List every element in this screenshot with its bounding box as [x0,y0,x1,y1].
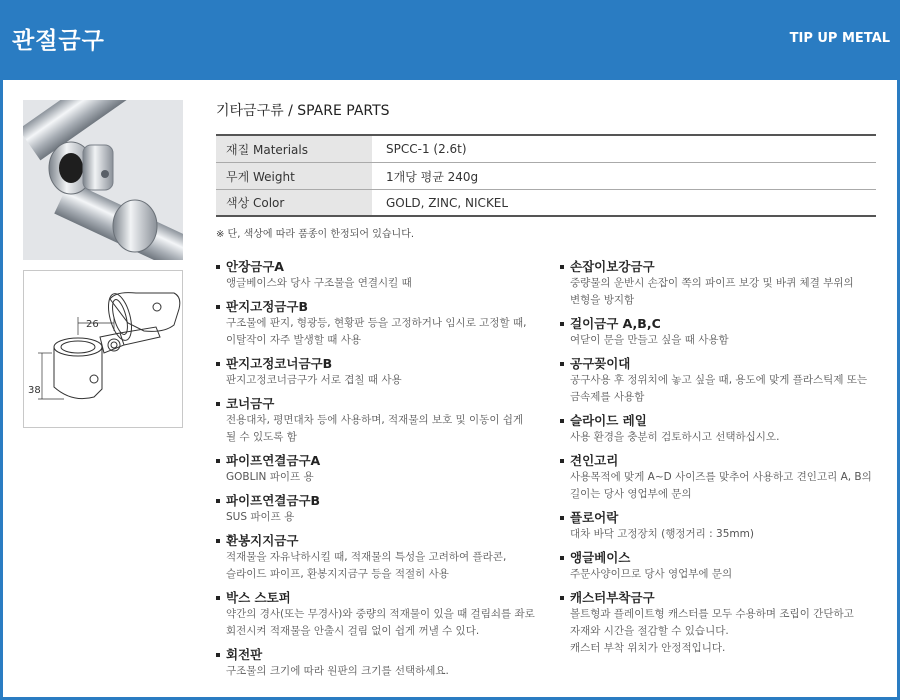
list-item [216,298,546,349]
spec-label: 색상 Color [216,190,372,215]
parts-list-right [560,258,890,663]
item-desc: 전용대차, 평면대차 등에 사용하며, 적재물의 보호 및 이동이 쉽게 될 수 있도록 함 [226,414,524,443]
item-desc: 앵글베이스와 당사 구조물을 연결시킬 때 [226,277,412,289]
bullet-icon [216,402,220,406]
item-desc: SUS 파이프 용 [226,511,295,523]
item-title: 플로어락 [570,510,619,525]
item-title: 판지고정금구B [226,299,308,314]
bullet-icon [216,596,220,600]
technical-drawing [23,270,183,428]
joint-photo-illustration [23,100,183,260]
item-title: 파이프연결금구A [226,453,321,468]
spec-table [216,134,876,217]
parts-list-left [216,258,546,686]
list-item [216,258,546,292]
bullet-icon [560,556,564,560]
item-title: 손잡이보강금구 [570,259,655,274]
bullet-icon [216,539,220,543]
item-desc: 약간의 경사(또는 무경사)와 중량의 적재물이 있을 때 걸림쇠를 좌로 회전시켜 적재물을 안출시 걸림 없이 쉽게 꺼낼 수 있다. [226,608,535,637]
list-item [216,646,546,680]
list-item [560,412,890,446]
bullet-icon [560,265,564,269]
spec-label: 무게 Weight [216,163,372,189]
item-title: 판지고정코너금구B [226,356,333,371]
list-item [560,549,890,583]
item-desc: 구조물에 판지, 형광등, 현황판 등을 고정하거나 임시로 고정할 때, 이탈작이 자주 발생할 때 사용 [226,317,527,346]
section-title: 기타금구류 / SPARE PARTS [216,103,390,119]
item-desc: 여닫이 문을 만들고 싶을 때 사용함 [570,334,729,346]
dim-left-label: 38 [28,385,41,396]
list-item [560,258,890,309]
bullet-icon [560,362,564,366]
spec-value: SPCC-1 (2.6t) [386,142,467,156]
item-title: 앵글베이스 [570,550,631,565]
brand-name: TIP UP METAL [789,31,890,46]
item-desc: 볼트형과 플레이트형 캐스터를 모두 수용하며 조립이 간단하고 자재와 시간을 절감할 수 있습니다. 캐스터 부착 위치가 안정적입니다. [570,608,854,654]
item-desc: 중량물의 운반시 손잡이 쪽의 파이프 보강 및 바퀴 체결 부위의 변형을 방지함 [570,277,854,306]
bullet-icon [216,459,220,463]
list-item [216,532,546,583]
item-title: 회전판 [226,647,263,662]
product-photo [23,100,183,260]
list-item [560,355,890,406]
bullet-icon [560,516,564,520]
bullet-icon [216,653,220,657]
item-desc: 공구사용 후 정위치에 놓고 싶을 때, 용도에 맞게 플라스틱제 또는 금속제를 사용함 [570,374,868,403]
item-desc: 사용 환경을 충분히 검토하시고 선택하십시오. [570,431,780,443]
bullet-icon [216,499,220,503]
spec-row-color [216,190,876,217]
list-item [560,509,890,543]
bullet-icon [216,265,220,269]
item-title: 파이프연결금구B [226,493,321,508]
list-item [216,452,546,486]
page-title: 관절금구 [12,28,105,54]
item-title: 걸이금구 A,B,C [570,316,661,331]
list-item [216,355,546,389]
list-item [216,589,546,640]
spec-row-materials [216,136,876,163]
bullet-icon [560,459,564,463]
spec-value: GOLD, ZINC, NICKEL [386,195,509,210]
joint-drawing-illustration [24,271,182,427]
item-title: 공구꽂이대 [570,356,631,371]
list-item [560,452,890,503]
dim-top-label: 26 [86,319,99,330]
item-desc: 사용목적에 맞게 A~D 사이즈를 맞추어 사용하고 견인고리 A, B의 길이는 당사 영업부에 문의 [570,471,872,500]
spec-row-weight [216,163,876,190]
color-note: ※ 단, 색상에 따라 품종이 한정되어 있습니다. [216,229,415,240]
item-title: 박스 스토퍼 [226,590,291,605]
list-item [560,315,890,349]
bullet-icon [216,362,220,366]
list-item [560,589,890,657]
list-item [216,492,546,526]
item-desc: 판지고정코너금구가 서로 겹칠 때 사용 [226,374,402,386]
item-desc: 구조물의 크기에 따라 원판의 크기를 선택하세요. [226,665,449,677]
spec-label: 재질 Materials [216,136,372,162]
item-title: 슬라이드 레일 [570,413,647,428]
bullet-icon [560,322,564,326]
item-desc: GOBLIN 파이프 용 [226,471,314,483]
item-title: 환봉지지금구 [226,533,299,548]
item-title: 캐스터부착금구 [570,590,655,605]
bullet-icon [216,305,220,309]
item-title: 코너금구 [226,396,275,411]
bullet-icon [560,596,564,600]
item-desc: 적재물을 자유낙하시킬 때, 적재물의 특성을 고려하여 플라콘, 슬라이드 파이프, 환봉지지금구 등을 적절히 사용 [226,551,507,580]
list-item [216,395,546,446]
item-title: 견인고리 [570,453,619,468]
bullet-icon [560,419,564,423]
item-title: 안장금구A [226,259,284,274]
spec-value: 1개당 평균 240g [386,169,479,184]
item-desc: 주문사양이므로 당사 영업부에 문의 [570,568,733,580]
item-desc: 대차 바닥 고정장치 (행정거리 : 35mm) [570,528,754,540]
